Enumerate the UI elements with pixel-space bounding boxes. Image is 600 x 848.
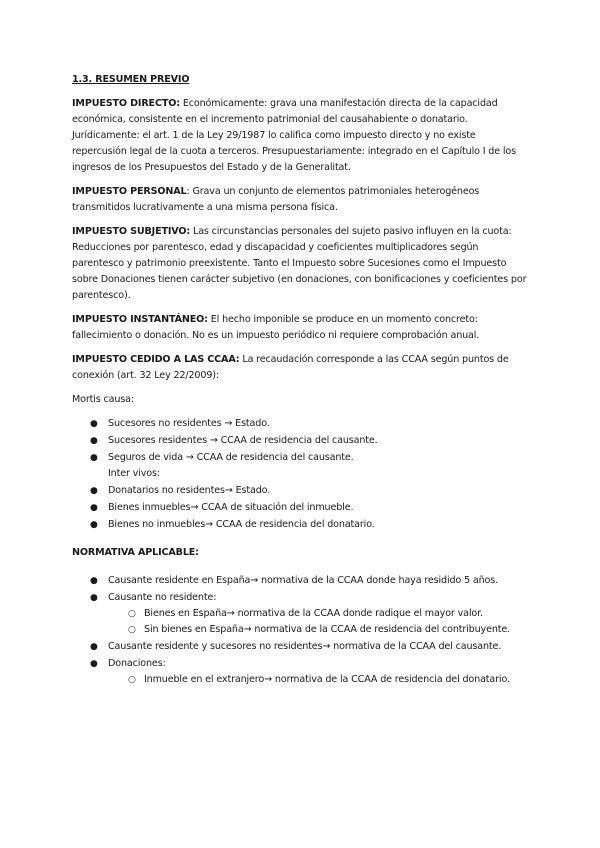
paragraph-text: La recaudación corresponde a las CCAA según puntos de conexión (art. 32 Ley 22/2009): [72, 354, 509, 381]
bullet-icon: ● [90, 419, 98, 429]
sub-bullet-icon: ○ [128, 625, 136, 636]
sub-bullet-icon: ○ [128, 608, 136, 619]
inter-vivos-label: Inter vivos: [108, 468, 160, 480]
document-body [72, 72, 528, 700]
list-item: ● Causante no residente: ○ Bienes en España→ normativa de la CCAA donde radique el mayor valor. ○ Sin bienes en España→ normativa de la CCAA de residencia del contribuyente. [72, 590, 528, 639]
term-label: IMPUESTO SUBJETIVO: [72, 226, 191, 237]
normativa-heading: NORMATIVA APLICABLE: [72, 546, 199, 558]
list-item: ● Causante residente y sucesores no residentes→ normativa de la CCAA del causante. [72, 639, 528, 655]
list-item: ● Bienes no inmuebles→ CCAA de residencia del donatario. [72, 517, 528, 533]
normativa-list [72, 573, 528, 688]
list-item: ● Donatarios no residentes→ Estado. [72, 483, 528, 499]
section-heading: 1.3. RESUMEN PREVIO [72, 74, 190, 85]
bullet-icon: ● [90, 592, 98, 603]
term-label: IMPUESTO DIRECTO: [72, 98, 180, 109]
list-item: ● Bienes inmuebles→ CCAA de situación del inmueble. [72, 500, 528, 516]
sub-bullet-icon: ○ [128, 674, 136, 685]
paragraph-text: : Grava un conjunto de elementos patrimoniales heterogéneos transmitidos lucrativamente a una misma persona física. [72, 186, 480, 213]
list-item: ● Sucesores no residentes → Estado. [72, 416, 528, 432]
sub-list [108, 672, 528, 688]
paragraph-impuesto-instantaneo [72, 312, 528, 344]
bullet-icon: ● [90, 435, 98, 446]
paragraph-text: Económicamente: grava una manifestación directa de la capacidad económica, consistente en el incremento patrimonial del causahabiente o donatario. Jurídicamente: el art. 1 de la Ley 29/1987 lo califica como impuesto directo y no existe repercusión legal de la cuota a terceros. Presupuestariamente: integrado en el Capítulo I de los ingresos de los Presupuestos del Estado y de la Generalitat. [72, 98, 516, 173]
bullet-icon: ● [90, 486, 98, 497]
list-item: ● Sucesores residentes → CCAA de residencia del causante. [72, 433, 528, 449]
paragraph-impuesto-subjetivo [72, 224, 528, 304]
list-item: ● Seguros de vida → CCAA de residencia del causante. [72, 450, 528, 466]
paragraph-impuesto-directo [72, 96, 528, 176]
bullet-icon: ● [90, 502, 98, 513]
bullet-icon: ● [90, 452, 98, 463]
sub-list-item: ○ Bienes en España→ normativa de la CCAA donde radique el mayor valor. [108, 606, 528, 622]
mortis-causa-label: Mortis causa: [72, 394, 134, 405]
list-item: ● Causante residente en España→ normativa de la CCAA donde haya residido 5 años. [72, 573, 528, 589]
bullet-icon: ● [90, 575, 98, 586]
bullet-icon: ● [90, 642, 98, 653]
list-item: ● Donaciones: ○ Inmueble en el extranjero→ normativa de la CCAA de residencia del donatario. [72, 656, 528, 688]
bullet-icon: ● [90, 658, 98, 669]
paragraph-text: El hecho imponible se produce en un momento concreto: fallecimiento o donación. No es un impuesto periódico ni requiere comprobación anual. [72, 314, 480, 341]
sub-list-item: ○ Inmueble en el extranjero→ normativa de la CCAA de residencia del donatario. [108, 672, 528, 688]
term-label: IMPUESTO PERSONAL [72, 186, 187, 197]
term-label: IMPUESTO INSTANTÁNEO: [72, 314, 208, 325]
sub-list [108, 606, 528, 639]
sub-list-item: ○ Sin bienes en España→ normativa de la CCAA de residencia del contribuyente. [108, 622, 528, 638]
bullet-icon: ● [90, 519, 98, 530]
paragraph-impuesto-personal [72, 184, 528, 216]
paragraph-text: Las circunstancias personales del sujeto pasivo influyen en la cuota: Reducciones por parentesco, edad y discapacidad y coeficientes multiplicadores según parentesco y patrimonio preexistente. Tanto el Impuesto sobre Sucesiones como el Impuesto sobre Donaciones tienen carácter subjetivo (en donaciones, con bonificaciones y coeficientes por parentesco). [72, 226, 527, 301]
term-label: IMPUESTO CEDIDO A LAS CCAA: [72, 354, 240, 365]
connection-points-list [72, 416, 528, 533]
paragraph-impuesto-cedido [72, 352, 528, 384]
